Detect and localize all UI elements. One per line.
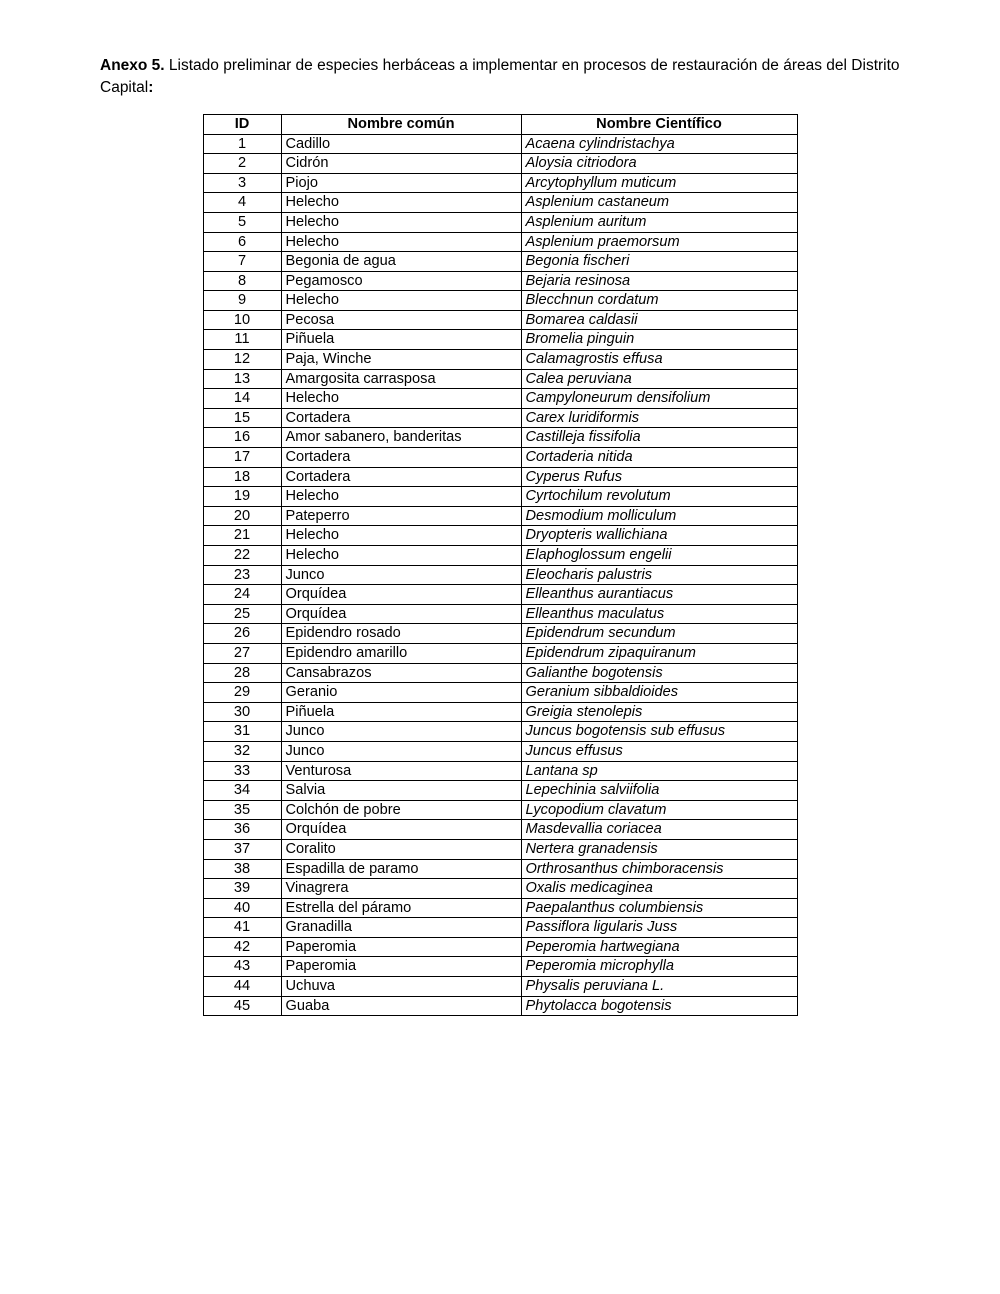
column-header-common-name: Nombre común: [281, 114, 521, 134]
cell-common-name: Helecho: [281, 546, 521, 566]
cell-common-name: Vinagrera: [281, 879, 521, 899]
table-row: [203, 800, 797, 820]
column-header-scientific-name: Nombre Científico: [521, 114, 797, 134]
cell-id: 31: [203, 722, 281, 742]
table-row: [203, 683, 797, 703]
cell-id: 17: [203, 448, 281, 468]
cell-scientific-name: Eleocharis palustris: [521, 565, 797, 585]
cell-scientific-name: Bejaria resinosa: [521, 271, 797, 291]
cell-common-name: Colchón de pobre: [281, 800, 521, 820]
cell-common-name: Espadilla de paramo: [281, 859, 521, 879]
cell-scientific-name: Lepechinia salviifolia: [521, 781, 797, 801]
cell-scientific-name: Asplenium praemorsum: [521, 232, 797, 252]
table-row: [203, 506, 797, 526]
cell-common-name: Pegamosco: [281, 271, 521, 291]
cell-scientific-name: Cortaderia nitida: [521, 448, 797, 468]
cell-scientific-name: Calea peruviana: [521, 369, 797, 389]
cell-id: 24: [203, 585, 281, 605]
cell-scientific-name: Physalis peruviana L.: [521, 977, 797, 997]
cell-common-name: Begonia de agua: [281, 252, 521, 272]
table-row: [203, 487, 797, 507]
cell-common-name: Junco: [281, 741, 521, 761]
table-row: [203, 741, 797, 761]
table-header-row: [203, 114, 797, 134]
cell-id: 14: [203, 389, 281, 409]
table-row: [203, 154, 797, 174]
column-header-id: ID: [203, 114, 281, 134]
table-row: [203, 448, 797, 468]
table-row: [203, 252, 797, 272]
cell-scientific-name: Elleanthus maculatus: [521, 604, 797, 624]
cell-scientific-name: Acaena cylindristachya: [521, 134, 797, 154]
cell-common-name: Coralito: [281, 839, 521, 859]
cell-id: 15: [203, 408, 281, 428]
cell-scientific-name: Asplenium auritum: [521, 212, 797, 232]
cell-common-name: Pecosa: [281, 310, 521, 330]
cell-id: 28: [203, 663, 281, 683]
cell-id: 32: [203, 741, 281, 761]
cell-common-name: Epidendro amarillo: [281, 643, 521, 663]
cell-common-name: Helecho: [281, 291, 521, 311]
cell-scientific-name: Oxalis medicaginea: [521, 879, 797, 899]
cell-scientific-name: Arcytophyllum muticum: [521, 173, 797, 193]
table-row: [203, 173, 797, 193]
cell-id: 27: [203, 643, 281, 663]
cell-scientific-name: Elleanthus aurantiacus: [521, 585, 797, 605]
cell-scientific-name: Nertera granadensis: [521, 839, 797, 859]
cell-scientific-name: Cyperus Rufus: [521, 467, 797, 487]
cell-id: 29: [203, 683, 281, 703]
cell-id: 7: [203, 252, 281, 272]
cell-scientific-name: Blecchnun cordatum: [521, 291, 797, 311]
cell-common-name: Amor sabanero, banderitas: [281, 428, 521, 448]
table-row: [203, 291, 797, 311]
cell-scientific-name: Greigia stenolepis: [521, 702, 797, 722]
cell-common-name: Uchuva: [281, 977, 521, 997]
cell-common-name: Cortadera: [281, 408, 521, 428]
cell-common-name: Helecho: [281, 526, 521, 546]
cell-id: 36: [203, 820, 281, 840]
cell-id: 10: [203, 310, 281, 330]
caption-colon: :: [148, 79, 154, 97]
table-row: [203, 350, 797, 370]
table-caption: [100, 55, 900, 100]
table-row: [203, 526, 797, 546]
table-row: [203, 839, 797, 859]
cell-scientific-name: Peperomia microphylla: [521, 957, 797, 977]
cell-common-name: Piñuela: [281, 330, 521, 350]
cell-id: 42: [203, 937, 281, 957]
cell-common-name: Helecho: [281, 487, 521, 507]
cell-common-name: Paperomia: [281, 937, 521, 957]
cell-scientific-name: Castilleja fissifolia: [521, 428, 797, 448]
cell-scientific-name: Juncus bogotensis sub effusus: [521, 722, 797, 742]
cell-common-name: Helecho: [281, 232, 521, 252]
cell-common-name: Junco: [281, 565, 521, 585]
table-row: [203, 408, 797, 428]
cell-scientific-name: Calamagrostis effusa: [521, 350, 797, 370]
cell-id: 37: [203, 839, 281, 859]
table-row: [203, 330, 797, 350]
table-row: [203, 937, 797, 957]
cell-id: 45: [203, 996, 281, 1016]
cell-scientific-name: Carex luridiformis: [521, 408, 797, 428]
cell-scientific-name: Phytolacca bogotensis: [521, 996, 797, 1016]
cell-id: 8: [203, 271, 281, 291]
cell-common-name: Cortadera: [281, 467, 521, 487]
cell-id: 35: [203, 800, 281, 820]
table-row: [203, 310, 797, 330]
table-row: [203, 604, 797, 624]
cell-id: 22: [203, 546, 281, 566]
cell-scientific-name: Elaphoglossum engelii: [521, 546, 797, 566]
cell-scientific-name: Lycopodium clavatum: [521, 800, 797, 820]
table-row: [203, 761, 797, 781]
cell-id: 13: [203, 369, 281, 389]
table-row: [203, 957, 797, 977]
species-table-body: [203, 134, 797, 1016]
cell-common-name: Helecho: [281, 193, 521, 213]
cell-scientific-name: Dryopteris wallichiana: [521, 526, 797, 546]
cell-common-name: Cadillo: [281, 134, 521, 154]
table-row: [203, 271, 797, 291]
cell-id: 43: [203, 957, 281, 977]
table-row: [203, 134, 797, 154]
table-row: [203, 918, 797, 938]
table-row: [203, 369, 797, 389]
cell-id: 11: [203, 330, 281, 350]
cell-common-name: Venturosa: [281, 761, 521, 781]
cell-id: 30: [203, 702, 281, 722]
cell-id: 39: [203, 879, 281, 899]
cell-id: 25: [203, 604, 281, 624]
table-row: [203, 212, 797, 232]
caption-text: Listado preliminar de especies herbáceas a implementar en procesos de restauración de áreas del Distrito Capital: [100, 57, 900, 97]
cell-common-name: Piojo: [281, 173, 521, 193]
cell-common-name: Orquídea: [281, 820, 521, 840]
table-row: [203, 722, 797, 742]
table-row: [203, 898, 797, 918]
cell-id: 6: [203, 232, 281, 252]
cell-common-name: Granadilla: [281, 918, 521, 938]
cell-id: 1: [203, 134, 281, 154]
cell-common-name: Estrella del páramo: [281, 898, 521, 918]
cell-id: 3: [203, 173, 281, 193]
cell-scientific-name: Orthrosanthus chimboracensis: [521, 859, 797, 879]
cell-id: 5: [203, 212, 281, 232]
table-row: [203, 467, 797, 487]
cell-scientific-name: Bomarea caldasii: [521, 310, 797, 330]
cell-scientific-name: Asplenium castaneum: [521, 193, 797, 213]
table-row: [203, 193, 797, 213]
cell-id: 18: [203, 467, 281, 487]
cell-common-name: Epidendro rosado: [281, 624, 521, 644]
cell-scientific-name: Geranium sibbaldioides: [521, 683, 797, 703]
table-row: [203, 585, 797, 605]
cell-id: 44: [203, 977, 281, 997]
cell-common-name: Helecho: [281, 389, 521, 409]
cell-common-name: Orquídea: [281, 585, 521, 605]
table-row: [203, 565, 797, 585]
table-row: [203, 389, 797, 409]
cell-common-name: Cansabrazos: [281, 663, 521, 683]
cell-id: 33: [203, 761, 281, 781]
table-row: [203, 996, 797, 1016]
cell-common-name: Orquídea: [281, 604, 521, 624]
cell-scientific-name: Galianthe bogotensis: [521, 663, 797, 683]
cell-id: 34: [203, 781, 281, 801]
cell-id: 19: [203, 487, 281, 507]
cell-scientific-name: Begonia fischeri: [521, 252, 797, 272]
species-table: [203, 114, 798, 1016]
cell-id: 9: [203, 291, 281, 311]
cell-scientific-name: Epidendrum zipaquiranum: [521, 643, 797, 663]
cell-scientific-name: Epidendrum secundum: [521, 624, 797, 644]
cell-id: 21: [203, 526, 281, 546]
cell-common-name: Junco: [281, 722, 521, 742]
cell-id: 41: [203, 918, 281, 938]
cell-scientific-name: Lantana sp: [521, 761, 797, 781]
cell-scientific-name: Desmodium molliculum: [521, 506, 797, 526]
table-row: [203, 624, 797, 644]
cell-id: 12: [203, 350, 281, 370]
table-row: [203, 663, 797, 683]
table-row: [203, 977, 797, 997]
cell-common-name: Paperomia: [281, 957, 521, 977]
cell-id: 38: [203, 859, 281, 879]
table-row: [203, 702, 797, 722]
cell-scientific-name: Passiflora ligularis Juss: [521, 918, 797, 938]
caption-label: Anexo 5.: [100, 57, 165, 74]
cell-id: 40: [203, 898, 281, 918]
cell-common-name: Piñuela: [281, 702, 521, 722]
cell-scientific-name: Masdevallia coriacea: [521, 820, 797, 840]
cell-common-name: Salvia: [281, 781, 521, 801]
table-row: [203, 232, 797, 252]
cell-common-name: Guaba: [281, 996, 521, 1016]
cell-scientific-name: Cyrtochilum revolutum: [521, 487, 797, 507]
cell-scientific-name: Paepalanthus columbiensis: [521, 898, 797, 918]
table-row: [203, 820, 797, 840]
table-row: [203, 643, 797, 663]
cell-common-name: Cidrón: [281, 154, 521, 174]
cell-id: 16: [203, 428, 281, 448]
cell-id: 20: [203, 506, 281, 526]
cell-common-name: Geranio: [281, 683, 521, 703]
cell-scientific-name: Peperomia hartwegiana: [521, 937, 797, 957]
table-row: [203, 546, 797, 566]
cell-common-name: Cortadera: [281, 448, 521, 468]
table-row: [203, 428, 797, 448]
cell-scientific-name: Aloysia citriodora: [521, 154, 797, 174]
cell-scientific-name: Bromelia pinguin: [521, 330, 797, 350]
cell-common-name: Helecho: [281, 212, 521, 232]
cell-id: 2: [203, 154, 281, 174]
cell-id: 26: [203, 624, 281, 644]
cell-common-name: Pateperro: [281, 506, 521, 526]
cell-id: 23: [203, 565, 281, 585]
table-row: [203, 879, 797, 899]
cell-scientific-name: Campyloneurum densifolium: [521, 389, 797, 409]
table-row: [203, 781, 797, 801]
cell-common-name: Paja, Winche: [281, 350, 521, 370]
cell-scientific-name: Juncus effusus: [521, 741, 797, 761]
cell-common-name: Amargosita carrasposa: [281, 369, 521, 389]
table-row: [203, 859, 797, 879]
cell-id: 4: [203, 193, 281, 213]
